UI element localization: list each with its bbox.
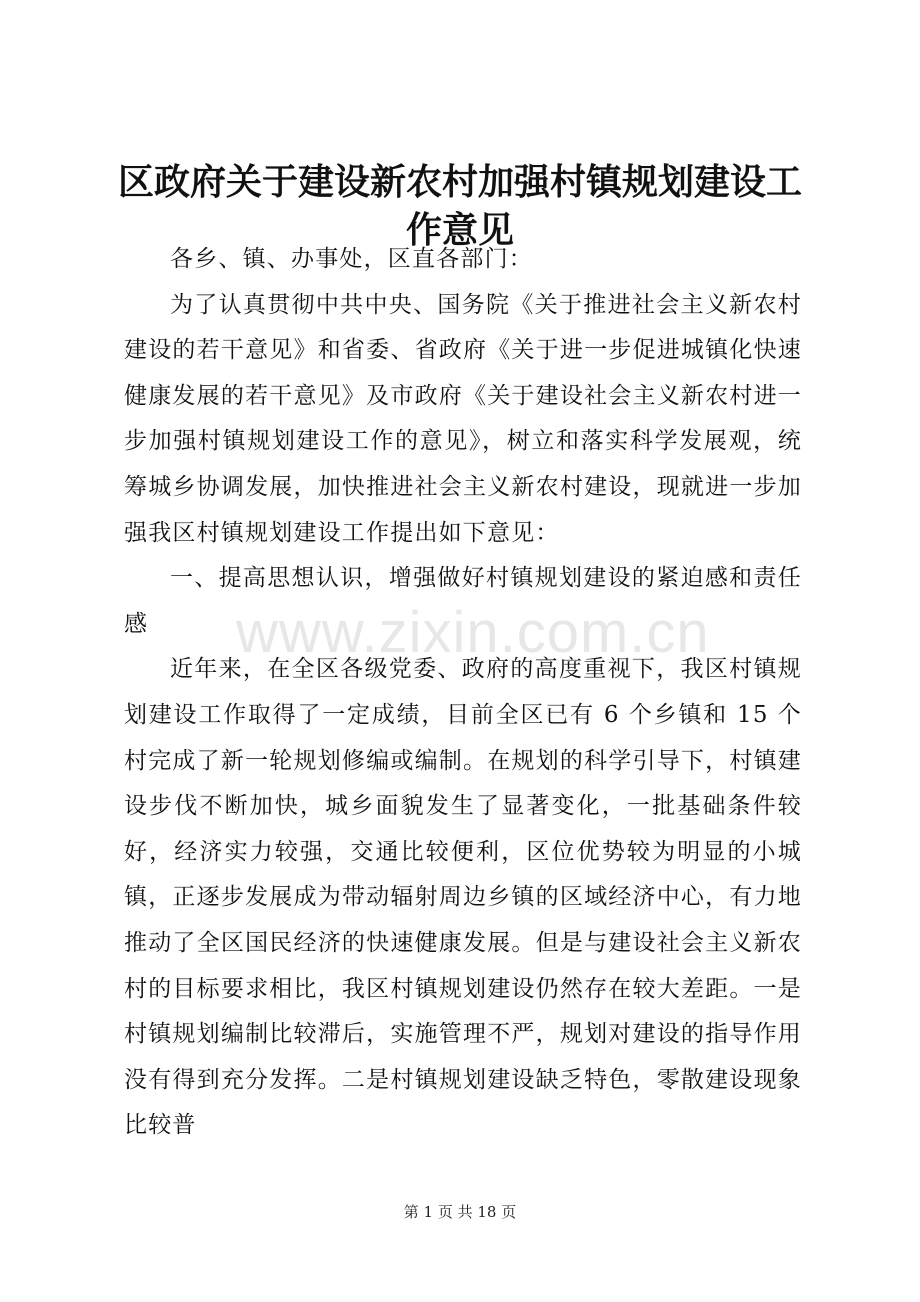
- body-paragraph: 近年来，在全区各级党委、政府的高度重视下，我区村镇规划建设工作取得了一定成绩，目前全区已有 6 个乡镇和 15 个村完成了新一轮规划修编或编制。在规划的科学引导下，村镇建设步伐不断加快，城乡面貌发生了显著变化，一批基础条件较好，经济实力较强，交通比较便利，区位优势较为明显的小城镇，正逐步发展成为带动辐射周边乡镇的区域经济中心，有力地推动了全区国民经济的快速健康发展。但是与建设社会主义新农村的目标要求相比，我区村镇规划建设仍然存在较大差距。一是村镇规划编制比较滞后，实施管理不严，规划对建设的指导作用没有得到充分发挥。二是村镇规划建设缺乏特色，零散建设现象比较普: [124, 656, 802, 1139]
- document-body: [124, 237, 802, 1149]
- intro-paragraph: 为了认真贯彻中共中央、国务院《关于推进社会主义新农村建设的若干意见》和省委、省政府《关于进一步促进城镇化快速健康发展的若干意见》及市政府《关于建设社会主义新农村进一步加强村镇规划建设工作的意见》，树立和落实科学发展观，统筹城乡协调发展，加快推进社会主义新农村建设，现就进一步加强我区村镇规划建设工作提出如下意见：: [124, 291, 802, 546]
- section-heading-1: 一、提高思想认识，增强做好村镇规划建设的紧迫感和责任感: [124, 565, 802, 637]
- document-title: 区政府关于建设新农村加强村镇规划建设工作意见: [117, 161, 802, 251]
- page-number-footer: 第 1 页 共 18 页: [403, 1203, 517, 1221]
- salutation-paragraph: 各乡、镇、办事处，区直各部门：: [170, 246, 533, 272]
- site-watermark: www.zixin.com.cn: [236, 600, 710, 665]
